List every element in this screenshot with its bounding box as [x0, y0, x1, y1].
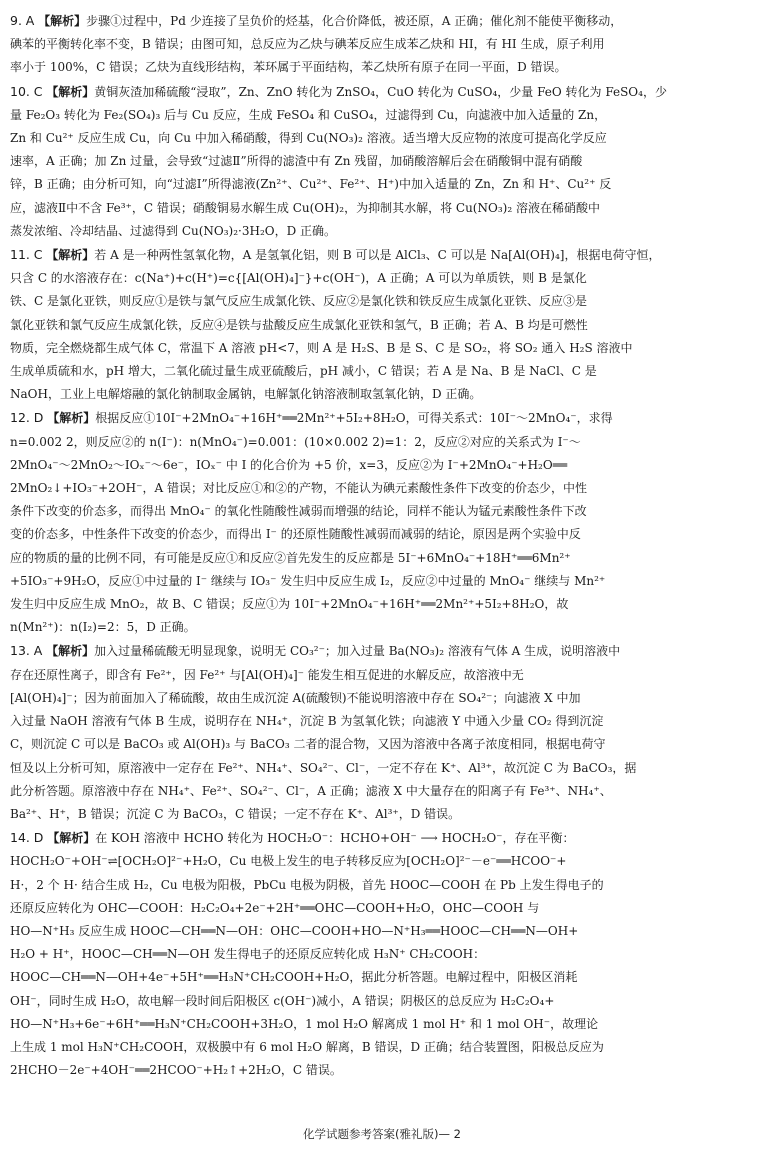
answer-text-line: HOOC—CH══N—OH+4e⁻+5H⁺══H₃N⁺CH₂COOH+H₂O，据此分析答题。电解过程中，阳极区消耗: [10, 970, 578, 985]
answer-text-line: n(Mn²⁺)：n(I₂)=2：5，D 正确。: [10, 620, 196, 635]
question-number: 9.: [10, 13, 22, 28]
answer-text-line: 2MnO₄⁻～2MnO₂～IOₓ⁻～6e⁻，IOₓ⁻ 中 I 的化合价为 +5 价，x=3，反应②为 I⁻+2MnO₄⁻+H₂O══: [10, 457, 568, 472]
answer-first-line: [10, 243, 742, 267]
answer-text-line: 量 Fe₂O₃ 转化为 Fe₂(SO₄)₃ 后与 Cu 反应，生成 FeSO₄ 和 CuSO₄，过滤得到 Cu，向滤液中加入适量的 Zn，: [10, 107, 607, 122]
answer-text-line: 还原反应转化为 OHC—COOH：H₂C₂O₄+2e⁻+2H⁺══OHC—COOH+H₂O，OHC—COOH 与: [10, 900, 540, 915]
answer-first-line: [10, 639, 742, 663]
answer-text-line: 2HCHO－2e⁻+4OH⁻══2HCOO⁻+H₂↑+2H₂O，C 错误。: [10, 1063, 342, 1078]
answer-text-line: 条件下改变的价态多，而得出 MnO₄⁻ 的氧化性随酸性减弱而增强的结论，同样不能认为锰元素酸性条件下改: [10, 504, 587, 519]
answer-text-line: HO—N⁺H₃+6e⁻+6H⁺══H₃N⁺CH₂COOH+3H₂O，1 mol H₂O 解离成 1 mol H⁺ 和 1 mol OH⁻，故理论: [10, 1016, 599, 1031]
answer-text-line: HO—N⁺H₃ 反应生成 HOOC—CH══N—OH：OHC—COOH+HO—N⁺H₃══HOOC—CH══N—OH+: [10, 923, 579, 938]
answer-text-line: H·，2 个 H· 结合生成 H₂，Cu 电极为阳极，PbCu 电极为阴极，首先 HOOC—COOH 在 Pb 上发生得电子的: [10, 877, 604, 892]
answer-text-line: 锌，B 正确；由分析可知，向“过滤Ⅰ”所得滤液(Zn²⁺、Cu²⁺、Fe²⁺、H⁺)中加入适量的 Zn，Zn 和 H⁺、Cu²⁺ 反: [10, 177, 612, 192]
answer-text: 加入过量稀硫酸无明显现象，说明无 CO₃²⁻；加入过量 Ba(NO₃)₂ 溶液有气体 A 生成，说明溶液中: [94, 644, 621, 659]
analysis-tag: 【解析】: [46, 248, 95, 263]
answer-text: 步骤①过程中，Pd 少连接了呈负价的烃基，化合价降低，被还原，A 正确；催化剂不能使平衡移动，: [86, 14, 623, 28]
answer-text-line: 只含 C 的水溶液存在：c(Na⁺)+c(H⁺)=c{[Al(OH)₄]⁻}+c(OH⁻)，A 正确；A 可以为单质铁，则 B 是氯化: [10, 271, 587, 286]
answer-text-line: 入过量 NaOH 溶液有气体 B 生成，说明存在 NH₄⁺，沉淀 B 为氢氧化铁；向滤液 Y 中通入少量 CO₂ 得到沉淀: [10, 714, 604, 729]
answer-item: [10, 80, 742, 243]
answer-item: [10, 406, 742, 639]
answer-text-line: 氯化亚铁和氯气反应生成氯化铁，反应④是铁与盐酸反应生成氯化亚铁和氢气，B 正确；若 A、B 均是可燃性: [10, 317, 588, 332]
answer-choice: D: [33, 410, 44, 426]
answer-text-line: 发生归中反应生成 MnO₂，故 B、C 错误；反应①为 10I⁻+2MnO₄⁻+16H⁺══2Mn²⁺+5I₂+8H₂O，故: [10, 597, 569, 612]
answer-text-line: n=0.002 2，则反应②的 n(I⁻)：n(MnO₄⁻)=0.001：(10×0.002 2)=1：2，反应②对应的关系式为 I⁻～: [10, 434, 581, 449]
analysis-tag: 【解析】: [38, 14, 87, 28]
answer-text-line: 蒸发浓缩、冷却结晶、过滤得到 Cu(NO₃)₂·3H₂O，D 正确。: [10, 223, 337, 238]
answer-text: 黄铜灰渣加稀硫酸“浸取”，Zn、ZnO 转化为 ZnSO₄，CuO 转化为 CuSO₄，少量 FeO 转化为 FeSO₄，少: [94, 84, 667, 99]
question-number: 11.: [10, 247, 30, 263]
answer-text-line: C，则沉淀 C 可以是 BaCO₃ 或 Al(OH)₃ 与 BaCO₃ 二者的混合物，又因为溶液中各离子浓度相同，根据电荷守: [10, 737, 606, 752]
answer-first-line: [10, 80, 742, 104]
question-number: 13.: [10, 643, 30, 659]
analysis-tag: 【解析】: [47, 831, 96, 846]
answer-text-line: 物质，完全燃烧都生成气体 C，常温下 A 溶液 pH<7，则 A 是 H₂S、B 是 S、C 是 SO₂，将 SO₂ 通入 H₂S 溶液中: [10, 340, 633, 355]
answer-text-line: H₂O + H⁺，HOOC—CH══N—OH 发生得电子的还原反应转化成 H₃N⁺ CH₂COOH：: [10, 947, 486, 962]
answer-first-line: [10, 406, 742, 430]
answer-item: [10, 826, 742, 1082]
answer-item: [10, 639, 742, 826]
answer-choice: C: [33, 83, 43, 99]
answer-text-line: 碘苯的平衡转化率不变，B 错误；由图可知，总反应为乙炔与碘苯反应生成苯乙炔和 HI，有 HI 生成，原子利用: [10, 37, 605, 52]
answer-text-line: 变的价态多，中性条件下改变的价态少，而得出 I⁻ 的还原性随酸性减弱而减弱的结论，原因是两个实验中反: [10, 527, 581, 542]
answer-choice: A: [33, 643, 43, 659]
answer-text-line: +5IO₃⁻+9H₂O，反应①中过量的 I⁻ 继续与 IO₃⁻ 发生归中反应生成 I₂，反应②中过量的 MnO₄⁻ 继续与 Mn²⁺: [10, 573, 606, 588]
answer-text-line: 速率，A 正确；加 Zn 过量，会导致“过滤Ⅱ”所得的滤渣中有 Zn 残留，加硝酸溶解后会在硝酸铜中混有硝酸: [10, 154, 583, 169]
answer-text-line: NaOH，工业上电解熔融的氯化钠制取金属钠，电解氯化钠溶液制取氢氧化钠，D 正确。: [10, 387, 482, 402]
answer-text-line: [Al(OH)₄]⁻；因为前面加入了稀硫酸，故由生成沉淀 A(硫酸钡)不能说明溶液中存在 SO₄²⁻；向滤液 X 中加: [10, 690, 581, 705]
answer-text-line: Ba²⁺、H⁺，B 错误；沉淀 C 为 BaCO₃，C 错误；一定不存在 K⁺、Al³⁺，D 错误。: [10, 806, 461, 821]
answer-list: [10, 9, 742, 1082]
answer-text-line: 率小于 100%，C 错误；乙炔为直线形结构，苯环属于平面结构，苯乙炔所有原子在同一平面，D 错误。: [10, 60, 567, 75]
question-number: 10.: [10, 83, 30, 99]
question-number: 12.: [10, 410, 30, 426]
answer-choice: C: [33, 247, 43, 263]
answer-text: 若 A 是一种两性氢氧化物，A 是氢氧化铝，则 B 可以是 AlCl₃、C 可以是 Na[Al(OH)₄]，根据电荷守恒，: [94, 248, 661, 263]
answer-item: [10, 243, 742, 406]
answer-text: 在 KOH 溶液中 HCHO 转化为 HOCH₂O⁻：HCHO+OH⁻ ⟶ HOCH₂O⁻，存在平衡：: [95, 831, 575, 846]
analysis-tag: 【解析】: [46, 84, 95, 99]
analysis-tag: 【解析】: [46, 644, 95, 659]
answer-text-line: 2MnO₂↓+IO₃⁻+2OH⁻，A 错误；对比反应①和②的产物，不能认为碘元素酸性条件下改变的价态少，中性: [10, 481, 587, 496]
answer-text-line: HOCH₂O⁻+OH⁻⇌[OCH₂O]²⁻+H₂O，Cu 电极上发生的电子转移反应为[OCH₂O]²⁻－e⁻══HCOO⁻+: [10, 854, 567, 869]
analysis-tag: 【解析】: [47, 411, 96, 426]
answer-text-line: 应，滤液Ⅱ中不含 Fe³⁺，C 错误；硝酸铜易水解生成 Cu(OH)₂，为抑制其水解，将 Cu(NO₃)₂ 溶液在稀硝酸中: [10, 200, 600, 215]
answer-text-line: OH⁻，同时生成 H₂O，故电解一段时间后阳极区 c(OH⁻)减小，A 错误；阴极区的总反应为 H₂C₂O₄+: [10, 993, 555, 1008]
answer-text: 根据反应①10I⁻+2MnO₄⁻+16H⁺══2Mn²⁺+5I₂+8H₂O，可得关系式：10I⁻～2MnO₄⁻，求得: [95, 411, 613, 426]
answer-text-line: 应的物质的量的比例不同，有可能是反应①和反应②首先发生的反应都是 5I⁻+6MnO₄⁻+18H⁺══6Mn²⁺: [10, 550, 571, 565]
answer-choice: A: [25, 13, 35, 28]
answer-choice: D: [33, 830, 44, 846]
answer-item: [10, 9, 742, 80]
answer-text-line: 恒及以上分析可知，原溶液中一定存在 Fe²⁺、NH₄⁺、SO₄²⁻、Cl⁻，一定不存在 K⁺、Al³⁺，故沉淀 C 为 BaCO₃，据: [10, 760, 637, 775]
answer-text-line: 此分析答题。原溶液中存在 NH₄⁺、Fe²⁺、SO₄²⁻、Cl⁻，A 正确；滤液 X 中大量存在的阳离子有 Fe³⁺、NH₄⁺、: [10, 783, 612, 798]
answer-text-line: 生成单质硫和水，pH 增大，二氧化硫过量生成亚硫酸后，pH 减小，C 错误；若 A 是 Na、B 是 NaCl、C 是: [10, 364, 597, 379]
answer-first-line: [10, 826, 742, 850]
answer-text-line: 上生成 1 mol H₃N⁺CH₂COOH，双极膜中有 6 mol H₂O 解离，B 错误，D 正确；结合装置图，阳极总反应为: [10, 1039, 604, 1054]
question-number: 14.: [10, 830, 30, 846]
answer-text-line: Zn 和 Cu²⁺ 反应生成 Cu，向 Cu 中加入稀硝酸，得到 Cu(NO₃)₂ 溶液。适当增大反应物的浓度可提高化学反应: [10, 131, 607, 146]
answer-first-line: [10, 9, 742, 33]
answer-text-line: 存在还原性离子，即含有 Fe²⁺，因 Fe²⁺ 与[Al(OH)₄]⁻ 能发生相互促进的水解反应，故溶液中无: [10, 667, 524, 682]
answer-text-line: 铁、C 是氯化亚铁，则反应①是铁与氯气反应生成氯化铁、反应②是氯化铁和铁反应生成氯化亚铁、反应③是: [10, 294, 588, 309]
page-footer: 化学试题参考答案(雅礼版)— 2: [303, 1127, 461, 1141]
